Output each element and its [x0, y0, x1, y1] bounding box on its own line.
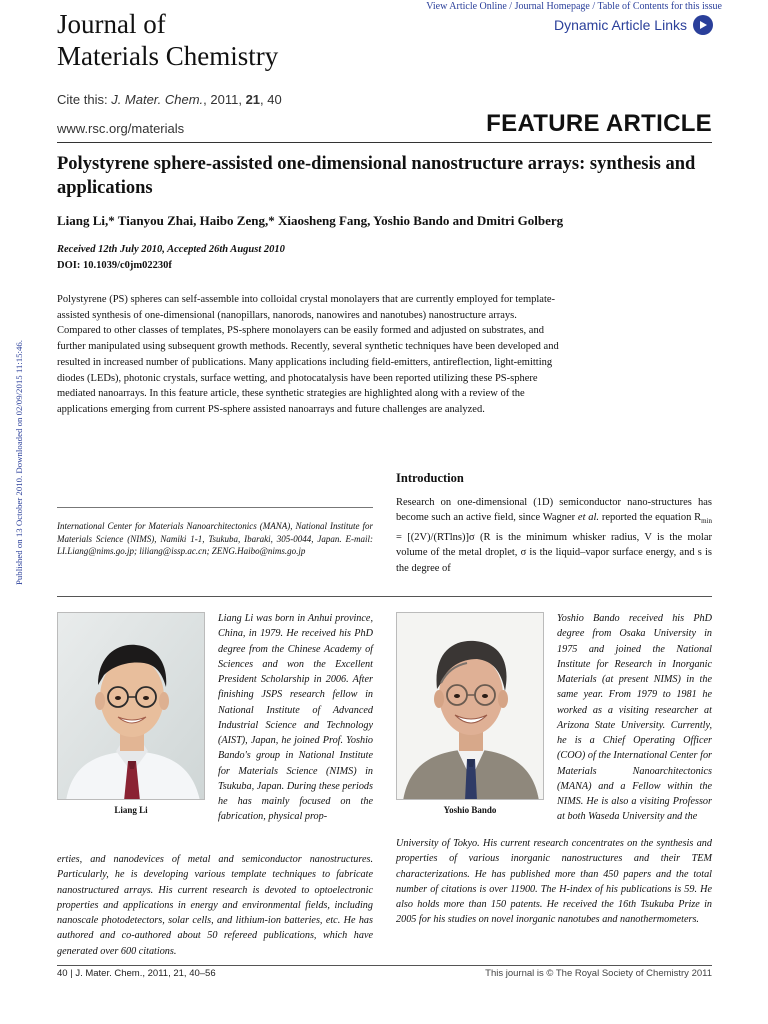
- cite-journal: J. Mater. Chem.: [111, 92, 204, 107]
- intro-part-3: = [(2V)/(RTlns)]σ (R is the minimum whisker radius, V is the molar volume of the metal droplet, σ is the liquid–vapor surface energy, and s is the degree of: [396, 531, 712, 574]
- intro-etal: et al.: [577, 512, 600, 524]
- received-dates: Received 12th July 2010, Accepted 26th August 2010: [57, 244, 285, 255]
- doi[interactable]: DOI: 10.1039/c0jm02230f: [57, 260, 172, 271]
- liang-li-bio-side: Liang Li was born in Anhui province, China, in 1979. He received his PhD degree from the Chinese Academy of Sciences and won the Excellent President Scholarship in 2006. After finishing JSPS research fellow in National Institute of Advanced Industrial Science and Technology (AIST), Japan, he joined Prof. Yoshio Bando's group in National Institute for Materials Science (NIMS) in Tsukuba, Japan. During these periods he has mainly focused on the fabrication, physical prop-: [218, 613, 373, 823]
- liang-li-caption: Liang Li: [114, 805, 148, 815]
- published-note: Published on 13 October 2010. Downloaded on 02/09/2015 11:15:46.: [14, 340, 24, 585]
- footer-page-info: 40 | J. Mater. Chem., 2011, 21, 40–56: [57, 968, 216, 979]
- yoshio-bando-photo: [396, 612, 544, 800]
- cite-year: , 2011,: [203, 92, 246, 107]
- liang-li-photo: [57, 612, 205, 800]
- intro-part-2: reported the equation R: [599, 512, 702, 524]
- affiliation: International Center for Materials Nanoarchitectonics (MANA), National Institute for Materials Science (NIMS), Namiki 1-1, Tsukuba, Ibaraki, 305-0044, Japan. E-mail: LI.Liang@nims.go.jp; liliang@issp.ac.cn; ZENG.Haibo@nims.go.jp: [57, 521, 373, 557]
- journal-name: [57, 8, 278, 72]
- play-icon[interactable]: [693, 15, 713, 35]
- bio-divider: [57, 596, 712, 597]
- dynamic-article-links[interactable]: [554, 15, 713, 35]
- journal-homepage-link[interactable]: Journal Homepage: [514, 1, 590, 12]
- abstract: Polystyrene (PS) spheres can self-assemble into colloidal crystal monolayers that are currently employed for template-assisted synthesis of one-dimensional (nanopillars, nanorods, nanowires and nanotubes) nanostructure arrays. Compared to other classes of templates, PS-sphere monolayers can be easily formed and adjusted on substrates, and further manipulated using subsequent growth methods. Recently, several synthetic techniques have been developed and resulted in increased number of publications. Many applications including field-emitters, antireflection, light-emitting diodes (LEDs), photonic crystals, surface wetting, and photocatalysis have been reported utilizing these PS-sphere mediated nanoarrays. In this feature article, these synthetic strategies are highlighted along with a review of the applications emerging from current PS-sphere assisted nanoarrays and future challenges are analyzed.: [57, 294, 559, 415]
- cite-prefix: Cite this:: [57, 92, 112, 107]
- top-links: View Article Online / Journal Homepage / Table of Contents for this issue: [426, 1, 722, 12]
- yoshio-bando-bio-bottom: University of Tokyo. His current research concentrates on the synthesis and properties of various inorganic nanostructures and their TEM characterizations. He has published more than 450 papers and the total number of citations is over 11900. The H-index of his publications is 59. He also holds more than 150 patents. He received the 16th Tsukuba Prize in 2005 for his studies on novel inorganic nanotubes and nanothermometers.: [396, 838, 712, 926]
- journal-name-line2: Materials Chemistry: [57, 41, 279, 71]
- cite-pages: , 40: [260, 92, 282, 107]
- footer-divider: [57, 965, 712, 966]
- footer-copyright: This journal is © The Royal Society of Chemistry 2011: [485, 968, 712, 979]
- dynamic-article-links-label[interactable]: Dynamic Article Links: [553, 17, 687, 33]
- yoshio-bando-caption: Yoshio Bando: [443, 805, 497, 815]
- view-article-online-link[interactable]: View Article Online: [426, 1, 507, 12]
- article-title: Polystyrene sphere-assisted one-dimensional nanostructure arrays: synthesis and applications: [57, 154, 696, 198]
- affiliation-divider: [57, 507, 373, 508]
- article-type: FEATURE ARTICLE: [486, 110, 712, 137]
- article-authors: Liang Li,* Tianyou Zhai, Haibo Zeng,* Xiaosheng Fang, Yoshio Bando and Dmitri Golberg: [57, 213, 564, 228]
- liang-li-bio-bottom: erties, and nanodevices of metal and semiconductor nanostructures. Particularly, he is developing various template techniques to fabricate nanostructured arrays. His current research is devoted to optoelectronic properties and applications in energy and environmental fields, including nanoscale photodetectors, solar cells, and lithium-ion batteries, etc. He has authored and co-authored about 50 refereed publications, which have generated over 600 citations.: [57, 854, 373, 957]
- cite-line: [57, 92, 282, 107]
- yoshio-bando-bio-side: Yoshio Bando received his PhD degree from Osaka University in 1975 and joined the National Institute for Research in Inorganic Materials (at present NIMS) in the same year. From 1979 to 1981 he worked as a visiting researcher at Arizona State University. Currently, he is a Chief Operating Officer (COO) of the International Center for Materials Nanoarchitectonics (MANA) and a Fellow within the NIMS. He is also a visiting Professor at both Waseda University and the: [557, 613, 712, 823]
- journal-url[interactable]: www.rsc.org/materials: [57, 121, 185, 136]
- header-divider: [57, 142, 712, 143]
- introduction-heading: Introduction: [396, 471, 464, 485]
- intro-subscript: min: [701, 517, 713, 526]
- cite-volume: 21: [245, 92, 261, 107]
- intro-part-1: Research on one-dimensional (1D) semiconductor nano-structures has become such an active field, since Wagner: [396, 497, 712, 524]
- journal-name-line1: Journal of: [57, 9, 166, 39]
- published-sidebar: [2, 290, 24, 590]
- introduction-text: [396, 495, 712, 576]
- table-of-contents-link[interactable]: Table of Contents for this issue: [597, 1, 722, 12]
